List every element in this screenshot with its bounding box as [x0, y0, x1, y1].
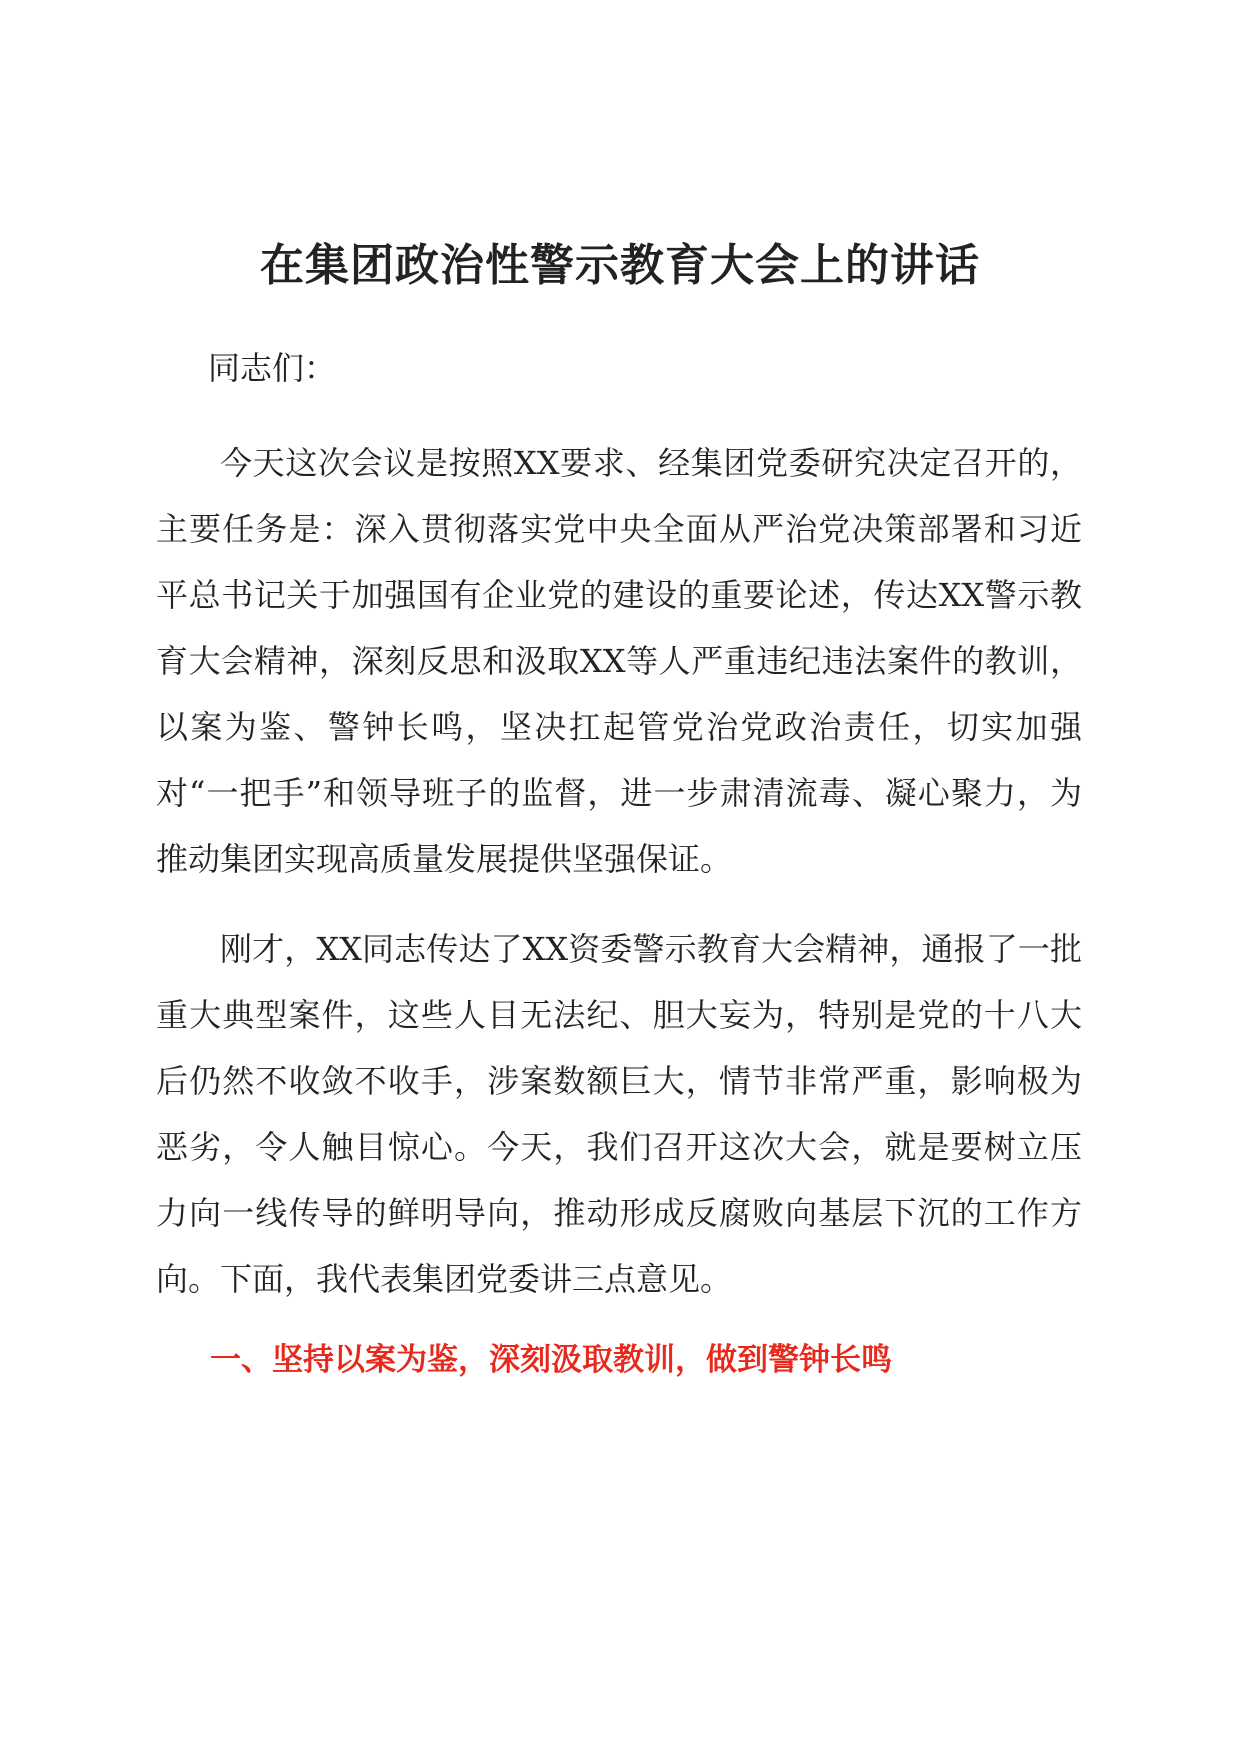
salutation: 同志们：	[208, 349, 337, 387]
section-heading: 一、坚持以案为鉴，深刻汲取教训，做到警钟长鸣	[210, 1342, 892, 1378]
body-paragraph-2: 刚才，XX同志传达了XX资委警示教育大会精神，通报了一批重大典型案件，这些人目无法纪、胆大妄为，特别是党的十八大后仍然不收敛不收手，涉案数额巨大，情节非常严重，影响极为恶劣，令人触目惊心。今天，我们召开这次大会，就是要树立压力向一线传导的鲜明导向，推动形成反腐败向基层下沉的工作方向。下面，我代表集团党委讲三点意见。	[156, 930, 1082, 1298]
body-paragraph-1: 今天这次会议是按照XX要求、经集团党委研究决定召开的，主要任务是：深入贯彻落实党中央全面从严治党决策部署和习近平总书记关于加强国有企业党的建设的重要论述，传达XX警示教育大会精神，深刻反思和汲取XX等人严重违纪违法案件的教训，以案为鉴、警钟长鸣，坚决扛起管党治党政治责任，切实加强对“一把手”和领导班子的监督，进一步肃清流毒、凝心聚力，为推动集团实现高质量发展提供坚强保证。	[156, 444, 1082, 878]
document-title: 在集团政治性警示教育大会上的讲话	[260, 240, 980, 291]
